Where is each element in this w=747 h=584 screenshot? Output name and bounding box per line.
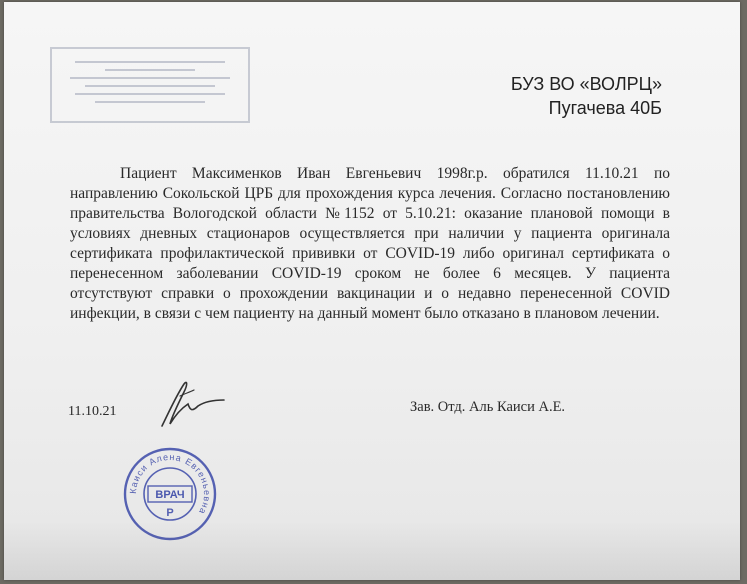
- seal-ring-text: Каиси Алена Евгеньевна: [127, 451, 213, 517]
- addressee-address: Пугачева 40Б: [548, 98, 662, 118]
- letter-body: [70, 164, 670, 324]
- signer-name: Зав. Отд. Аль Каиси А.Е.: [410, 399, 566, 415]
- handwritten-signature: [154, 374, 244, 434]
- addressee-block: [511, 72, 662, 120]
- faded-stamp-line: [70, 77, 230, 79]
- letter-date: 11.10.21: [68, 404, 117, 419]
- faded-stamp-line: [75, 61, 225, 63]
- seal-ruble-mark: Р: [166, 507, 174, 519]
- faded-corner-stamp: [50, 47, 250, 123]
- faded-stamp-line: [105, 69, 195, 71]
- seal-center-text: ВРАЧ: [155, 489, 185, 501]
- addressee-organization: БУЗ ВО «ВОЛРЦ»: [510, 74, 662, 94]
- document-page: [4, 2, 740, 580]
- faded-stamp-line: [85, 85, 215, 87]
- faded-stamp-line: [95, 101, 205, 103]
- letter-paragraph: Пациент Максименков Иван Евгеньевич 1998г.р. обратился 11.10.21 по направлению Сокольской ЦРБ для прохождения курса лечения. Согласно постановлению правительства Вологодской области №1152 от 5.10.21: оказание плановой помощи в условиях дневных стационаров осуществляется при наличии у пациента оригинала сертификата профилактической прививки от COVID-19 либо оригинал сертификата о перенесенном заболевании COVID-19 сроком не более 6 месяцев. У пациента отсутствуют справки о прохождении вакцинации и о недавно перенесенной COVID инфекции, в связи с чем пациенту на данный момент было отказано в плановом лечении.: [70, 165, 670, 322]
- doctor-seal: [122, 446, 218, 542]
- faded-stamp-line: [75, 93, 225, 95]
- page-shadow: [4, 520, 740, 580]
